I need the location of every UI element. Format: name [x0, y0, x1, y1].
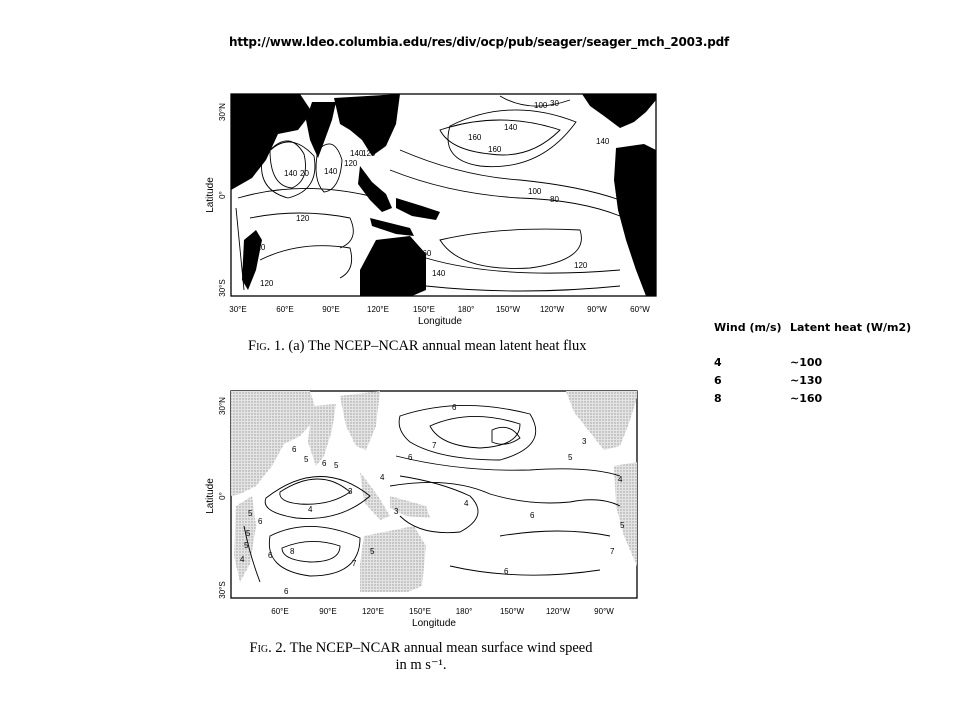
figure-1-caption: [248, 338, 587, 355]
fig2-contour-label: 3: [582, 437, 587, 446]
fig2-lon-label: 60°E: [271, 607, 289, 616]
fig2-contour-label: 6: [530, 511, 535, 520]
fig1-contour-label: 160: [418, 249, 432, 258]
fig1-contour-label: 140: [324, 167, 338, 176]
fig1-lon-label: 150°E: [413, 305, 435, 314]
fig2-lat-label: 30°S: [218, 581, 227, 599]
table-cell-latent-heat: ~160: [790, 391, 823, 405]
fig1-lon-label: 90°E: [322, 305, 340, 314]
fig1-lon-label: 60°W: [630, 305, 650, 314]
fig2-contour-label: 6: [504, 567, 509, 576]
fig1-contour-label: 120: [260, 279, 274, 288]
table-header-row: [714, 319, 911, 335]
fig1-contour-label: 120: [362, 149, 376, 158]
figure-2-wind-speed-map: [200, 386, 650, 631]
fig2-lat-label: 30°N: [218, 397, 227, 415]
figure-1-caption-text: 1. (a) The NCEP–NCAR annual mean latent heat flux: [270, 338, 587, 354]
fig2-contour-label: 3: [348, 487, 353, 496]
fig2-contour-label: 5: [246, 529, 251, 538]
fig1-lat-label: 30°S: [218, 279, 227, 297]
fig2-contour-label: 6: [284, 587, 289, 596]
table-row: [714, 353, 911, 371]
table-cell-wind: 8: [714, 391, 722, 405]
fig2-contour-label: 4: [308, 505, 313, 514]
figure-2-caption-text: 2. The NCEP–NCAR annual mean surface wind speed: [271, 640, 593, 656]
fig1-lat-label: 30°N: [218, 103, 227, 121]
fig1-contour-label: 100: [528, 187, 542, 196]
fig2-contour-label: 7: [610, 547, 615, 556]
fig1-contour-label: 140: [596, 137, 610, 146]
fig2-contour-label: 5: [334, 461, 339, 470]
fig1-lon-label: 90°W: [587, 305, 607, 314]
fig2-contour-label: 4: [618, 475, 623, 484]
fig2-lon-label: 90°W: [594, 607, 614, 616]
figure-1-latent-heat-map: [200, 90, 670, 330]
table-cell-latent-heat: ~100: [790, 355, 823, 369]
fig1-contour-label: 120: [344, 159, 358, 168]
fig1-contour-label: 120: [296, 214, 310, 223]
fig1-lon-label: 120°W: [539, 305, 565, 314]
fig1-contour-label: 100: [534, 101, 548, 110]
fig2-contour-label: 4: [380, 473, 385, 482]
fig1-contour-label: 30: [550, 99, 559, 108]
figure-1-caption-prefix: Fig.: [248, 338, 271, 354]
table-cell-wind: 4: [714, 355, 722, 369]
fig2-contour-label: 5: [304, 455, 309, 464]
fig2-ylabel: Latitude: [205, 478, 216, 514]
fig2-lon-label: 150°E: [409, 607, 431, 616]
fig2-contour-label: 6: [258, 517, 263, 526]
fig1-contour-label: 160: [488, 145, 502, 154]
fig1-lon-label: 30°E: [229, 305, 247, 314]
table-header-wind: Wind (m/s): [714, 320, 782, 334]
figure-1-svg: [200, 90, 670, 330]
fig2-contour-label: 6: [292, 445, 297, 454]
fig2-lon-label: 120°E: [362, 607, 384, 616]
fig1-ylabel: Latitude: [205, 177, 216, 213]
fig2-contour-label: 5: [244, 541, 249, 550]
table-header-latent-heat: Latent heat (W/m2): [790, 320, 912, 334]
fig2-lon-label: 180°: [455, 607, 473, 616]
fig2-contour-label: 3: [394, 507, 399, 516]
fig2-contour-label: 5: [370, 547, 375, 556]
fig1-contour-label: 140: [284, 169, 298, 178]
fig2-contour-label: 6: [452, 403, 457, 412]
fig1-contour-label: 140: [350, 149, 364, 158]
fig1-contour-label: 120: [252, 243, 266, 252]
fig2-xlabel: Longitude: [412, 618, 456, 629]
fig2-contour-label: 5: [620, 521, 625, 530]
fig2-contour-label: 7: [352, 559, 357, 568]
fig1-contour-label: 140: [504, 123, 518, 132]
figure-2-caption-line-2: in m s⁻¹.: [395, 657, 447, 673]
source-url[interactable]: http://www.ldeo.columbia.edu/res/div/ocp/pub/seager/seager_mch_2003.pdf: [229, 35, 730, 49]
fig1-contour-label: 80: [550, 195, 559, 204]
fig1-xlabel: Longitude: [418, 316, 462, 327]
wind-latent-heat-table: [714, 319, 911, 407]
fig2-contour-label: 7: [432, 441, 437, 450]
table-cell-latent-heat: ~130: [790, 373, 823, 387]
fig1-contour-label: 160: [468, 133, 482, 142]
fig2-lon-label: 120°W: [545, 607, 571, 616]
figure-2-svg: [200, 386, 650, 631]
figure-2-caption-prefix: Fig.: [249, 640, 272, 656]
fig2-contour-label: 5: [568, 453, 573, 462]
fig1-lat-label: 0°: [218, 191, 227, 199]
fig2-contour-label: 4: [464, 499, 469, 508]
fig1-lon-label: 180°: [457, 305, 475, 314]
fig1-lon-label: 60°E: [276, 305, 294, 314]
fig1-lon-label: 120°E: [367, 305, 389, 314]
fig2-lat-label: 0°: [218, 492, 227, 500]
fig2-contour-label: 6: [408, 453, 413, 462]
fig2-contour-label: 4: [240, 555, 245, 564]
table-row: [714, 389, 911, 407]
fig1-contour-label: 140: [432, 269, 446, 278]
fig2-lon-label: 150°W: [499, 607, 525, 616]
figure-2-caption: [229, 640, 613, 674]
figure-2-caption-line-1: [229, 640, 613, 657]
fig1-contour-label: 120: [574, 261, 588, 270]
fig1-contour-label: 20: [300, 169, 309, 178]
fig2-contour-label: 6: [322, 459, 327, 468]
fig2-contour-label: 8: [290, 547, 295, 556]
fig2-contour-label: 6: [268, 551, 273, 560]
fig1-lon-label: 150°W: [495, 305, 521, 314]
fig2-lon-label: 90°E: [319, 607, 337, 616]
table-row: [714, 371, 911, 389]
fig2-contour-label: 5: [248, 509, 253, 518]
table-cell-wind: 6: [714, 373, 722, 387]
